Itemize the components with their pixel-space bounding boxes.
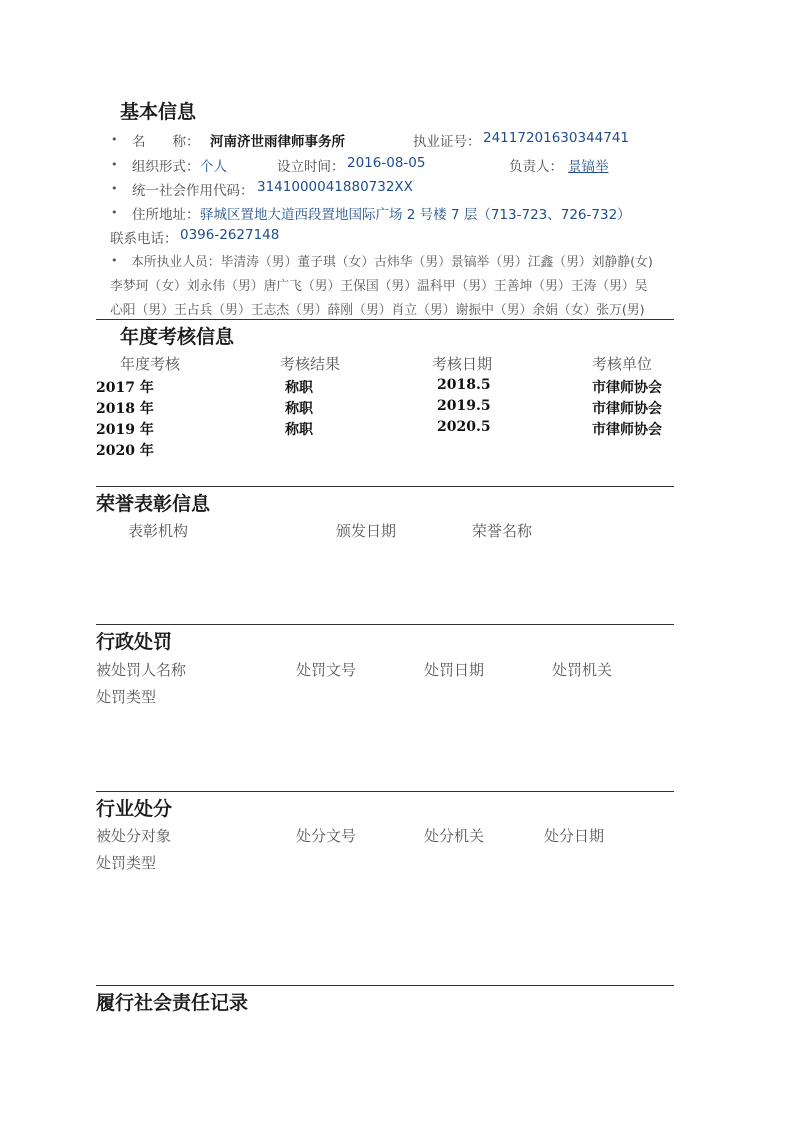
- annual-header-date: 考核日期: [432, 355, 493, 373]
- annual-row-unit: 市律师协会: [592, 422, 662, 438]
- bullet-icon: •: [111, 206, 118, 219]
- bullet-icon: •: [111, 254, 118, 267]
- admin-penalty-header: 处罚类型: [96, 688, 157, 706]
- bullet-icon: •: [111, 133, 118, 146]
- admin-penalty-header: 被处罚人名称: [96, 661, 187, 679]
- industry-penalty-header: 被处分对象: [96, 827, 172, 845]
- credit-label: 统一社会作用代码：: [132, 183, 254, 199]
- honor-heading: 荣誉表彰信息: [96, 493, 211, 515]
- divider: [96, 791, 674, 792]
- staff-line-3: 心阳（男）王占兵（男）王志杰（男）薛刚（男）肖立（男）谢振中（男）余娟（女）张万(男): [110, 303, 645, 318]
- license-label: 执业证号：: [413, 134, 481, 150]
- industry-penalty-header: 处分日期: [544, 827, 605, 845]
- head-label: 负责人：: [509, 159, 563, 175]
- annual-header-year: 年度考核: [120, 355, 181, 373]
- bullet-icon: •: [111, 158, 118, 171]
- org-label: 组织形式：: [132, 159, 200, 175]
- staff-line-1: 本所执业人员：毕清涛（男）董子琪（女）古炜华（男）景镐举（男）江鑫（男）刘静静(女): [131, 255, 653, 270]
- industry-penalty-header: 处分文号: [296, 827, 357, 845]
- social-heading: 履行社会责任记录: [96, 992, 249, 1014]
- annual-row-date: 2018.5: [437, 377, 491, 393]
- admin-penalty-header: 处罚文号: [296, 661, 357, 679]
- divider: [96, 319, 674, 320]
- honor-header-org: 表彰机构: [128, 522, 189, 540]
- divider: [96, 486, 674, 487]
- honor-header-date: 颁发日期: [336, 522, 397, 540]
- basic-info-heading: 基本信息: [120, 101, 197, 123]
- annual-heading: 年度考核信息: [120, 326, 235, 348]
- annual-row-result: 称职: [285, 422, 313, 438]
- annual-header-unit: 考核单位: [592, 355, 653, 373]
- founded-label: 设立时间：: [277, 159, 345, 175]
- name-label: 名 称：: [132, 134, 200, 150]
- annual-row-year: 2018 年: [96, 401, 154, 417]
- industry-penalty-header: 处罚类型: [96, 854, 157, 872]
- annual-row-year: 2019 年: [96, 422, 154, 438]
- industry-penalty-header: 处分机关: [424, 827, 485, 845]
- admin-penalty-header: 处罚机关: [552, 661, 613, 679]
- annual-row-result: 称职: [285, 380, 313, 396]
- bullet-icon: •: [111, 182, 118, 195]
- annual-row-date: 2019.5: [437, 398, 491, 414]
- head-link[interactable]: 景镐举: [568, 159, 609, 175]
- license-value: 24117201630344741: [483, 130, 630, 146]
- founded-value: 2016-08-05: [347, 155, 426, 171]
- credit-value: 3141000041880732XX: [257, 179, 413, 195]
- annual-row-year: 2017 年: [96, 380, 154, 396]
- annual-row-date: 2020.5: [437, 419, 491, 435]
- honor-header-name: 荣誉名称: [472, 522, 533, 540]
- annual-row-year: 2020 年: [96, 443, 154, 459]
- address-value: 驿城区置地大道西段置地国际广场 2 号楼 7 层（713-723、726-732）: [200, 207, 631, 223]
- staff-line-2: 李梦珂（女）刘永伟（男）唐广飞（男）王保国（男）温科甲（男）王善坤（男）王涛（男）吴: [110, 279, 648, 294]
- admin-penalty-heading: 行政处罚: [96, 631, 173, 653]
- divider: [96, 985, 674, 986]
- industry-penalty-heading: 行业处分: [96, 798, 173, 820]
- annual-row-unit: 市律师协会: [592, 380, 662, 396]
- address-label: 住所地址：: [132, 207, 200, 223]
- annual-row-unit: 市律师协会: [592, 401, 662, 417]
- phone-value: 0396-2627148: [180, 227, 280, 243]
- phone-label: 联系电话：: [110, 231, 178, 247]
- annual-header-result: 考核结果: [280, 355, 341, 373]
- admin-penalty-header: 处罚日期: [424, 661, 485, 679]
- org-value: 个人: [200, 159, 227, 175]
- annual-row-result: 称职: [285, 401, 313, 417]
- divider: [96, 624, 674, 625]
- firm-name: 河南济世雨律师事务所: [210, 134, 345, 150]
